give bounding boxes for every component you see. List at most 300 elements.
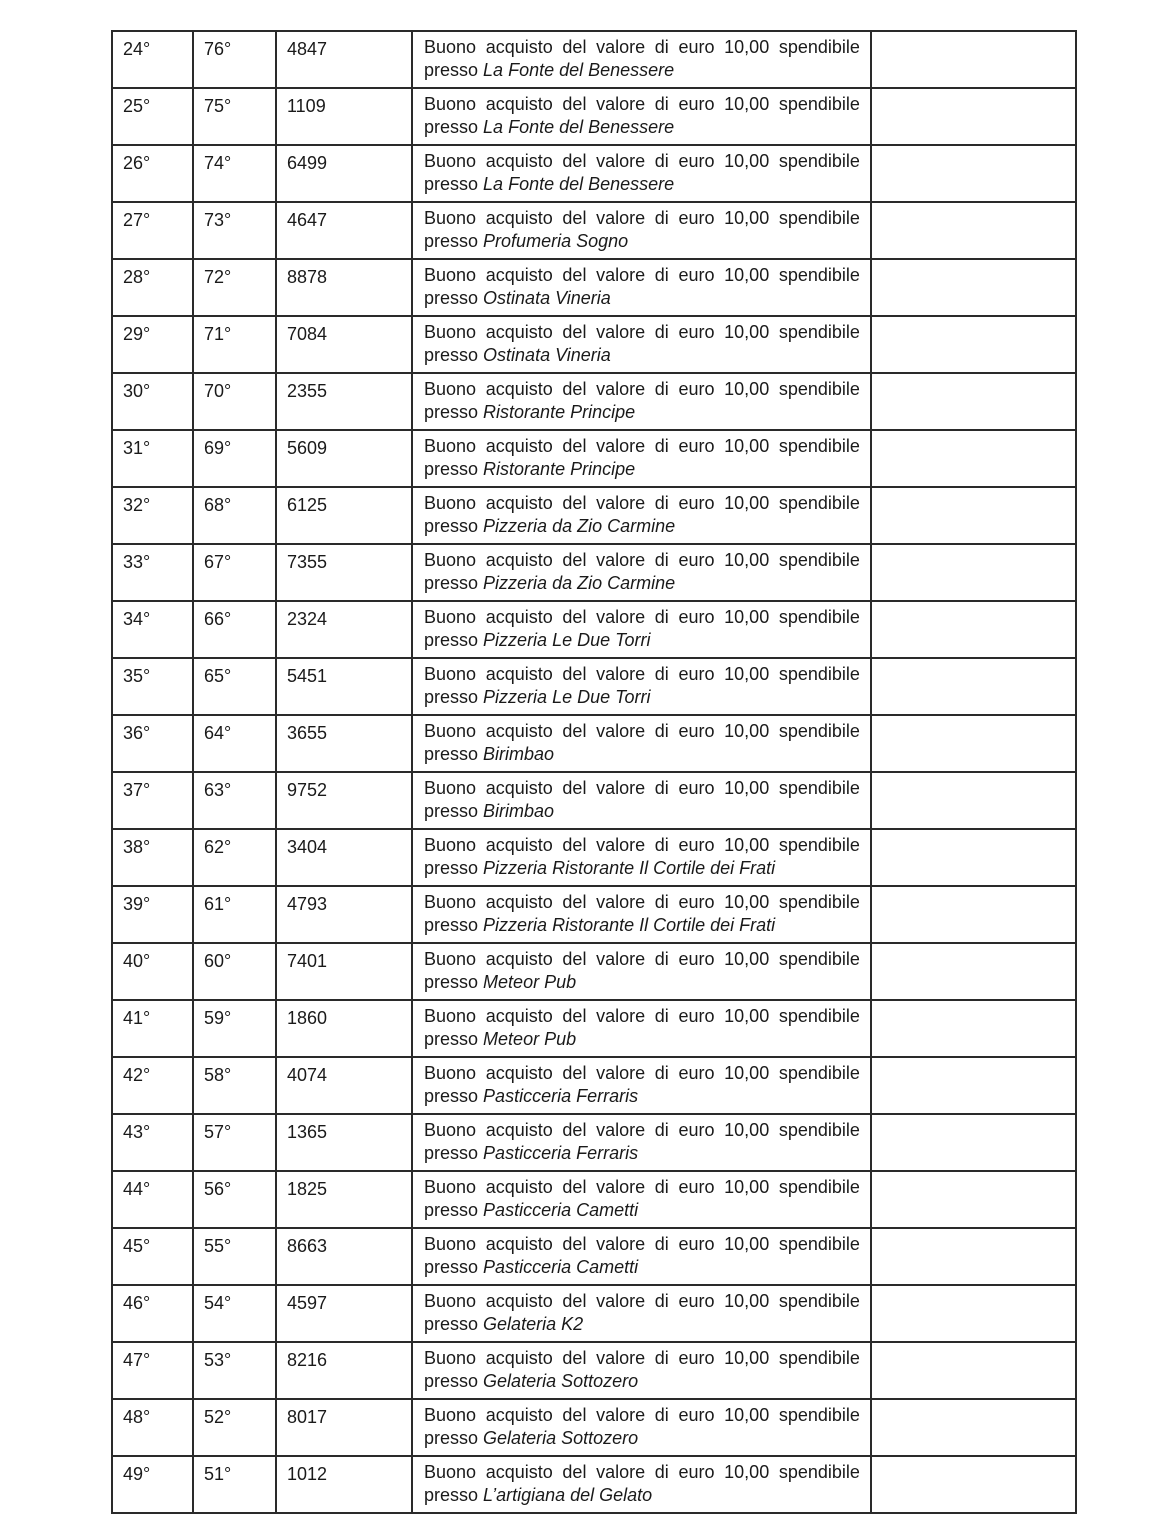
description-word: Buono	[424, 1006, 477, 1026]
presso-label: presso	[424, 231, 479, 251]
description-word: del	[562, 892, 587, 912]
description-word: di	[654, 379, 669, 399]
rank-cell: 30°	[112, 373, 193, 430]
table-row	[112, 715, 1076, 772]
table-row	[112, 658, 1076, 715]
table-row	[112, 316, 1076, 373]
notes-cell	[871, 430, 1076, 487]
description-word: valore	[596, 778, 646, 798]
description-word: acquisto	[485, 379, 553, 399]
shop-name: Birimbao	[483, 801, 555, 821]
description-word: di	[654, 151, 669, 171]
description-word: Buono	[424, 322, 477, 342]
prize-description-cell	[412, 943, 871, 1000]
description-word: Buono	[424, 550, 477, 570]
description-word: del	[562, 1234, 587, 1254]
description-word: acquisto	[485, 151, 553, 171]
description-word: valore	[596, 1462, 646, 1482]
rank-cell: 47°	[112, 1342, 193, 1399]
description-word: di	[654, 892, 669, 912]
rank-cell: 36°	[112, 715, 193, 772]
description-word: di	[654, 37, 669, 57]
description-word: del	[562, 1006, 587, 1026]
ticket-number-cell: 8017	[276, 1399, 412, 1456]
rank-cell: 31°	[112, 430, 193, 487]
reverse-rank-cell: 60°	[193, 943, 276, 1000]
description-word: euro	[678, 94, 715, 114]
shop-name: Gelateria K2	[483, 1314, 584, 1334]
description-word: Buono	[424, 1234, 477, 1254]
presso-label: presso	[424, 1314, 479, 1334]
notes-cell	[871, 487, 1076, 544]
prize-description-line	[424, 549, 860, 572]
description-word: 10,00	[724, 607, 770, 627]
description-word: del	[562, 379, 587, 399]
notes-cell	[871, 1171, 1076, 1228]
description-word: 10,00	[724, 721, 770, 741]
description-word: Buono	[424, 379, 477, 399]
ticket-number-cell: 6125	[276, 487, 412, 544]
prize-description-line	[424, 1461, 860, 1484]
table-row	[112, 373, 1076, 430]
description-word: 10,00	[724, 1291, 770, 1311]
description-word: euro	[678, 1063, 715, 1083]
presso-label: presso	[424, 744, 479, 764]
description-word: valore	[596, 379, 646, 399]
prize-shop-line	[424, 914, 860, 937]
presso-label: presso	[424, 687, 479, 707]
prize-description-cell	[412, 772, 871, 829]
rank-cell: 42°	[112, 1057, 193, 1114]
presso-label: presso	[424, 801, 479, 821]
description-word: acquisto	[485, 1120, 553, 1140]
description-word: di	[654, 835, 669, 855]
description-word: euro	[678, 208, 715, 228]
rank-cell: 29°	[112, 316, 193, 373]
description-word: acquisto	[485, 94, 553, 114]
description-word: acquisto	[485, 1291, 553, 1311]
description-word: acquisto	[485, 949, 553, 969]
description-word: spendibile	[778, 322, 860, 342]
description-word: acquisto	[485, 1006, 553, 1026]
description-word: valore	[596, 151, 646, 171]
presso-label: presso	[424, 174, 479, 194]
prize-description-cell	[412, 1456, 871, 1513]
presso-label: presso	[424, 858, 479, 878]
prize-description-cell	[412, 31, 871, 88]
ticket-number-cell: 4647	[276, 202, 412, 259]
description-word: del	[562, 1177, 587, 1197]
description-word: Buono	[424, 778, 477, 798]
description-word: del	[562, 94, 587, 114]
prize-description-line	[424, 492, 860, 515]
notes-cell	[871, 1000, 1076, 1057]
description-word: valore	[596, 949, 646, 969]
notes-cell	[871, 544, 1076, 601]
ticket-number-cell: 3655	[276, 715, 412, 772]
description-word: valore	[596, 892, 646, 912]
ticket-number-cell: 2355	[276, 373, 412, 430]
ticket-number-cell: 1012	[276, 1456, 412, 1513]
table-row	[112, 430, 1076, 487]
presso-label: presso	[424, 459, 479, 479]
description-word: Buono	[424, 94, 477, 114]
prize-description-line	[424, 93, 860, 116]
prize-shop-line	[424, 173, 860, 196]
description-word: di	[654, 94, 669, 114]
description-word: di	[654, 1063, 669, 1083]
description-word: Buono	[424, 892, 477, 912]
description-word: euro	[678, 550, 715, 570]
description-word: 10,00	[724, 322, 770, 342]
prize-description-line	[424, 720, 860, 743]
prize-shop-line	[424, 1028, 860, 1051]
reverse-rank-cell: 67°	[193, 544, 276, 601]
description-word: acquisto	[485, 835, 553, 855]
description-word: acquisto	[485, 208, 553, 228]
description-word: Buono	[424, 436, 477, 456]
description-word: valore	[596, 37, 646, 57]
prize-shop-line	[424, 1370, 860, 1393]
table-row	[112, 1342, 1076, 1399]
description-word: acquisto	[485, 892, 553, 912]
description-word: Buono	[424, 721, 477, 741]
rank-cell: 41°	[112, 1000, 193, 1057]
description-word: valore	[596, 493, 646, 513]
description-word: spendibile	[778, 208, 860, 228]
prize-shop-line	[424, 344, 860, 367]
prize-table	[111, 30, 1077, 1514]
description-word: spendibile	[778, 949, 860, 969]
description-word: del	[562, 493, 587, 513]
description-word: del	[562, 550, 587, 570]
description-word: valore	[596, 1120, 646, 1140]
ticket-number-cell: 1825	[276, 1171, 412, 1228]
description-word: valore	[596, 1348, 646, 1368]
description-word: 10,00	[724, 436, 770, 456]
prize-description-line	[424, 606, 860, 629]
description-word: acquisto	[485, 664, 553, 684]
description-word: 10,00	[724, 37, 770, 57]
description-word: Buono	[424, 1348, 477, 1368]
ticket-number-cell: 8663	[276, 1228, 412, 1285]
rank-cell: 49°	[112, 1456, 193, 1513]
table-row	[112, 1399, 1076, 1456]
prize-description-cell	[412, 316, 871, 373]
prize-shop-line	[424, 743, 860, 766]
reverse-rank-cell: 52°	[193, 1399, 276, 1456]
presso-label: presso	[424, 402, 479, 422]
description-word: spendibile	[778, 1348, 860, 1368]
description-word: spendibile	[778, 1405, 860, 1425]
table-row	[112, 829, 1076, 886]
prize-description-cell	[412, 1114, 871, 1171]
table-row	[112, 1000, 1076, 1057]
prize-shop-line	[424, 116, 860, 139]
description-word: di	[654, 550, 669, 570]
presso-label: presso	[424, 1485, 479, 1505]
table-row	[112, 943, 1076, 1000]
prize-shop-line	[424, 401, 860, 424]
description-word: euro	[678, 664, 715, 684]
prize-description-line	[424, 36, 860, 59]
description-word: 10,00	[724, 1177, 770, 1197]
description-word: spendibile	[778, 1006, 860, 1026]
description-word: di	[654, 778, 669, 798]
shop-name: Pizzeria Ristorante Il Cortile dei Frati	[483, 858, 776, 878]
shop-name: Pizzeria Le Due Torri	[483, 630, 651, 650]
description-word: 10,00	[724, 151, 770, 171]
description-word: del	[562, 322, 587, 342]
prize-description-line	[424, 1176, 860, 1199]
reverse-rank-cell: 55°	[193, 1228, 276, 1285]
description-word: del	[562, 208, 587, 228]
prize-description-line	[424, 1233, 860, 1256]
prize-shop-line	[424, 686, 860, 709]
description-word: acquisto	[485, 322, 553, 342]
ticket-number-cell: 4793	[276, 886, 412, 943]
description-word: Buono	[424, 493, 477, 513]
description-word: spendibile	[778, 1462, 860, 1482]
prize-description-cell	[412, 544, 871, 601]
ticket-number-cell: 7401	[276, 943, 412, 1000]
description-word: del	[562, 835, 587, 855]
description-word: euro	[678, 1120, 715, 1140]
prize-description-cell	[412, 487, 871, 544]
description-word: spendibile	[778, 37, 860, 57]
description-word: 10,00	[724, 493, 770, 513]
table-row	[112, 88, 1076, 145]
description-word: di	[654, 607, 669, 627]
ticket-number-cell: 8216	[276, 1342, 412, 1399]
prize-description-cell	[412, 373, 871, 430]
prize-description-line	[424, 1347, 860, 1370]
presso-label: presso	[424, 1143, 479, 1163]
notes-cell	[871, 316, 1076, 373]
description-word: euro	[678, 835, 715, 855]
description-word: acquisto	[485, 265, 553, 285]
table-row	[112, 772, 1076, 829]
reverse-rank-cell: 65°	[193, 658, 276, 715]
shop-name: Ostinata Vineria	[483, 345, 611, 365]
description-word: spendibile	[778, 436, 860, 456]
description-word: spendibile	[778, 1177, 860, 1197]
description-word: di	[654, 1120, 669, 1140]
description-word: acquisto	[485, 1234, 553, 1254]
prize-shop-line	[424, 1142, 860, 1165]
ticket-number-cell: 4847	[276, 31, 412, 88]
prize-description-line	[424, 834, 860, 857]
notes-cell	[871, 145, 1076, 202]
reverse-rank-cell: 72°	[193, 259, 276, 316]
description-word: 10,00	[724, 892, 770, 912]
shop-name: Pasticceria Ferraris	[483, 1143, 639, 1163]
prize-description-cell	[412, 1399, 871, 1456]
description-word: euro	[678, 1348, 715, 1368]
description-word: euro	[678, 1006, 715, 1026]
prize-description-line	[424, 264, 860, 287]
description-word: 10,00	[724, 835, 770, 855]
prize-description-line	[424, 207, 860, 230]
table-row	[112, 1057, 1076, 1114]
description-word: euro	[678, 37, 715, 57]
shop-name: Meteor Pub	[483, 972, 577, 992]
description-word: spendibile	[778, 1120, 860, 1140]
description-word: 10,00	[724, 1234, 770, 1254]
prize-description-cell	[412, 601, 871, 658]
presso-label: presso	[424, 516, 479, 536]
prize-shop-line	[424, 1484, 860, 1507]
description-word: euro	[678, 1405, 715, 1425]
reverse-rank-cell: 68°	[193, 487, 276, 544]
prize-description-line	[424, 1404, 860, 1427]
description-word: 10,00	[724, 1120, 770, 1140]
description-word: 10,00	[724, 1405, 770, 1425]
ticket-number-cell: 9752	[276, 772, 412, 829]
description-word: di	[654, 664, 669, 684]
shop-name: Pasticceria Cametti	[483, 1200, 639, 1220]
reverse-rank-cell: 61°	[193, 886, 276, 943]
description-word: spendibile	[778, 493, 860, 513]
table-row	[112, 544, 1076, 601]
notes-cell	[871, 88, 1076, 145]
description-word: 10,00	[724, 1006, 770, 1026]
prize-description-line	[424, 1062, 860, 1085]
ticket-number-cell: 8878	[276, 259, 412, 316]
reverse-rank-cell: 62°	[193, 829, 276, 886]
description-word: del	[562, 1063, 587, 1083]
table-row	[112, 1228, 1076, 1285]
reverse-rank-cell: 71°	[193, 316, 276, 373]
prize-shop-line	[424, 1085, 860, 1108]
prize-shop-line	[424, 1427, 860, 1450]
description-word: spendibile	[778, 835, 860, 855]
ticket-number-cell: 5451	[276, 658, 412, 715]
prize-description-cell	[412, 88, 871, 145]
description-word: valore	[596, 550, 646, 570]
table-row	[112, 487, 1076, 544]
prize-description-line	[424, 948, 860, 971]
notes-cell	[871, 31, 1076, 88]
ticket-number-cell: 4074	[276, 1057, 412, 1114]
description-word: acquisto	[485, 1177, 553, 1197]
presso-label: presso	[424, 1086, 479, 1106]
prize-description-line	[424, 1119, 860, 1142]
prize-description-line	[424, 378, 860, 401]
notes-cell	[871, 658, 1076, 715]
reverse-rank-cell: 63°	[193, 772, 276, 829]
presso-label: presso	[424, 345, 479, 365]
description-word: euro	[678, 1291, 715, 1311]
description-word: spendibile	[778, 265, 860, 285]
prize-description-line	[424, 150, 860, 173]
description-word: 10,00	[724, 778, 770, 798]
ticket-number-cell: 6499	[276, 145, 412, 202]
rank-cell: 33°	[112, 544, 193, 601]
prize-table-body	[112, 31, 1076, 1513]
prize-shop-line	[424, 59, 860, 82]
description-word: del	[562, 949, 587, 969]
description-word: euro	[678, 322, 715, 342]
description-word: euro	[678, 1462, 715, 1482]
table-row	[112, 145, 1076, 202]
notes-cell	[871, 259, 1076, 316]
prize-shop-line	[424, 1313, 860, 1336]
description-word: Buono	[424, 664, 477, 684]
presso-label: presso	[424, 288, 479, 308]
description-word: del	[562, 151, 587, 171]
reverse-rank-cell: 59°	[193, 1000, 276, 1057]
notes-cell	[871, 715, 1076, 772]
prize-description-line	[424, 891, 860, 914]
description-word: Buono	[424, 1120, 477, 1140]
prize-description-line	[424, 321, 860, 344]
rank-cell: 27°	[112, 202, 193, 259]
description-word: di	[654, 322, 669, 342]
prize-description-cell	[412, 1228, 871, 1285]
description-word: 10,00	[724, 949, 770, 969]
description-word: acquisto	[485, 607, 553, 627]
description-word: valore	[596, 607, 646, 627]
description-word: acquisto	[485, 37, 553, 57]
prize-description-cell	[412, 1000, 871, 1057]
description-word: euro	[678, 607, 715, 627]
notes-cell	[871, 1342, 1076, 1399]
description-word: del	[562, 1120, 587, 1140]
shop-name: La Fonte del Benessere	[483, 60, 675, 80]
description-word: 10,00	[724, 550, 770, 570]
shop-name: L’artigiana del Gelato	[483, 1485, 653, 1505]
prize-description-line	[424, 1290, 860, 1313]
presso-label: presso	[424, 117, 479, 137]
description-word: spendibile	[778, 1291, 860, 1311]
table-row	[112, 259, 1076, 316]
description-word: Buono	[424, 1462, 477, 1482]
description-word: del	[562, 778, 587, 798]
description-word: di	[654, 1462, 669, 1482]
description-word: valore	[596, 322, 646, 342]
prize-description-cell	[412, 715, 871, 772]
reverse-rank-cell: 58°	[193, 1057, 276, 1114]
description-word: di	[654, 265, 669, 285]
prize-description-cell	[412, 1057, 871, 1114]
description-word: spendibile	[778, 892, 860, 912]
prize-shop-line	[424, 1199, 860, 1222]
description-word: del	[562, 1405, 587, 1425]
description-word: del	[562, 664, 587, 684]
description-word: valore	[596, 1291, 646, 1311]
description-word: spendibile	[778, 151, 860, 171]
notes-cell	[871, 1228, 1076, 1285]
prize-description-cell	[412, 886, 871, 943]
description-word: acquisto	[485, 778, 553, 798]
prize-description-cell	[412, 145, 871, 202]
presso-label: presso	[424, 60, 479, 80]
description-word: Buono	[424, 208, 477, 228]
description-word: di	[654, 493, 669, 513]
rank-cell: 28°	[112, 259, 193, 316]
shop-name: Gelateria Sottozero	[483, 1371, 639, 1391]
description-word: Buono	[424, 265, 477, 285]
prize-shop-line	[424, 230, 860, 253]
reverse-rank-cell: 73°	[193, 202, 276, 259]
description-word: valore	[596, 1405, 646, 1425]
shop-name: Ristorante Principe	[483, 402, 636, 422]
rank-cell: 39°	[112, 886, 193, 943]
description-word: valore	[596, 265, 646, 285]
prize-description-cell	[412, 829, 871, 886]
notes-cell	[871, 772, 1076, 829]
